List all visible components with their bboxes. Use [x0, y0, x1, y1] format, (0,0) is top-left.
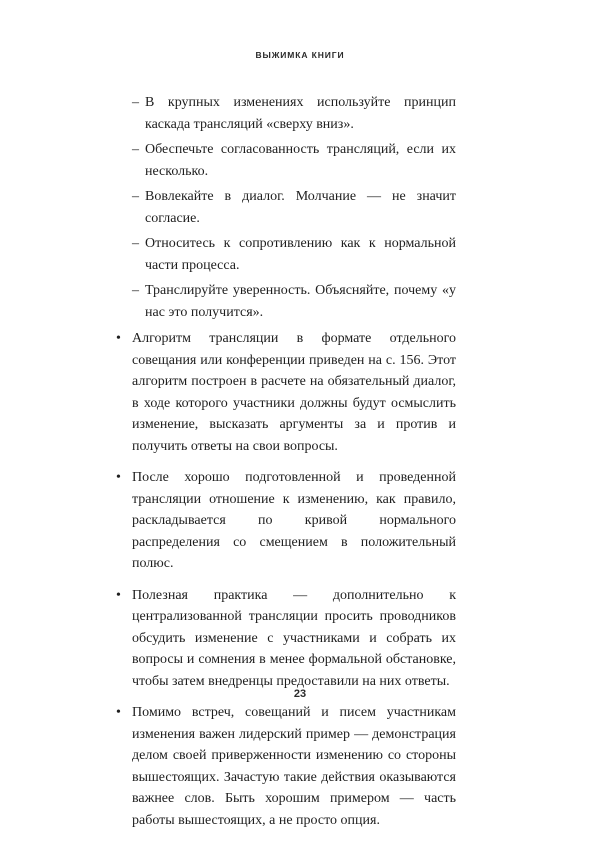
list-item	[132, 139, 456, 182]
bullet-item	[116, 328, 456, 457]
page-number: 23	[293, 688, 307, 700]
list-item-text: Относитесь к сопротивлению как к нормальной части процесса.	[145, 236, 456, 273]
bullet-item-text: После хорошо подготовленной и проведенной трансляции отношение к изменению, как правило, раскладывается по кривой нормального распределения со смещением в положительный полюс.	[132, 470, 456, 571]
dash-marker: –	[132, 189, 139, 204]
running-head: ВЫЖИМКА КНИГИ	[255, 50, 345, 60]
bullet-item	[116, 702, 456, 831]
list-item-text: В крупных изменениях используйте принцип каскада трансляций «сверху вниз».	[145, 95, 456, 132]
bullet-item-text: Помимо встреч, совещаний и писем участникам изменения важен лидерский пример — демонстрация делом своей приверженности изменению со стороны вышестоящих. Зачастую такие действия оказываются важнее слов. Быть хорошим примером — часть работы вышестоящих, а не просто опция.	[132, 705, 456, 828]
page-body	[116, 92, 456, 841]
bullet-marker: •	[116, 470, 121, 485]
list-item-text: Транслируйте уверенность. Объясняйте, почему «у нас это получится».	[145, 283, 456, 320]
dash-marker: –	[132, 236, 139, 251]
dash-marker: –	[132, 142, 139, 157]
bullet-marker: •	[116, 331, 121, 346]
bullet-list	[116, 328, 456, 831]
list-item-text: Вовлекайте в диалог. Молчание — не значит согласие.	[145, 189, 456, 226]
list-item	[132, 186, 456, 229]
bullet-item	[116, 467, 456, 575]
bullet-marker: •	[116, 587, 121, 603]
list-item	[132, 233, 456, 276]
bullet-item-text: Полезная практика — дополнительно к централизованной трансляции просить проводников обсудить изменение с участниками и собрать их вопросы и сомнения в менее формальной обстановке, чтобы затем внедренцы предоставили на них ответы.	[132, 587, 456, 689]
bullet-item	[116, 585, 456, 693]
sub-list	[132, 92, 456, 323]
dash-marker: –	[132, 283, 139, 298]
bullet-marker: •	[116, 705, 121, 720]
list-item-text: Обеспечьте согласованность трансляций, если их несколько.	[145, 142, 456, 179]
list-item	[132, 280, 456, 323]
list-item	[132, 92, 456, 135]
dash-marker: –	[132, 95, 139, 110]
bullet-item-text: Алгоритм трансляции в формате отдельного совещания или конференции приведен на с. 156. Этот алгоритм построен в расчете на обязательный диалог, в ходе которого участники должны будут осмыслить изменение, высказать аргументы за и против и получить ответы на свои вопросы.	[132, 331, 456, 454]
